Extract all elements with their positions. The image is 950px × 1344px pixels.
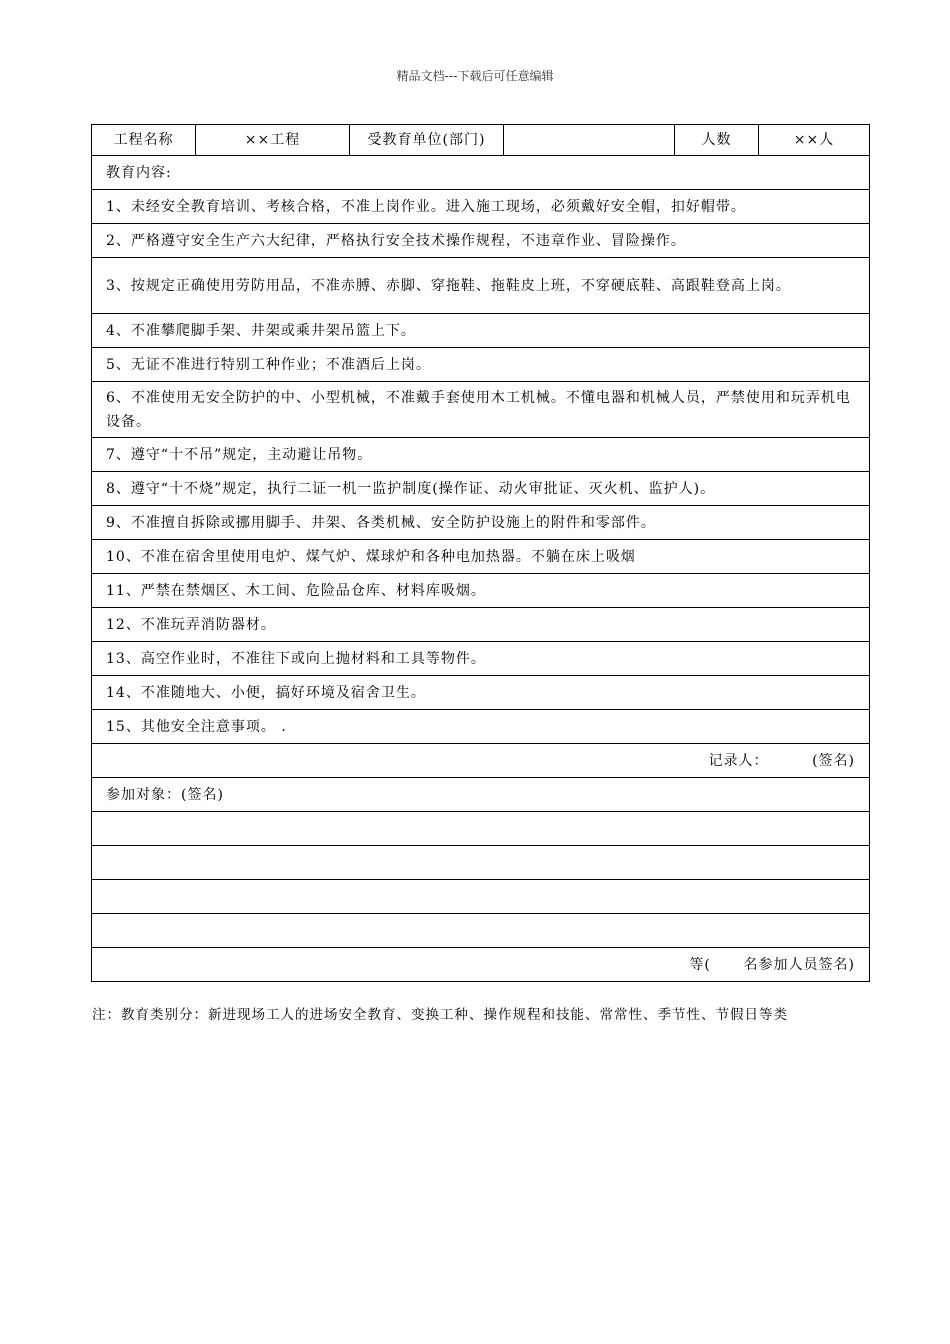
list-item: 13、高空作业时，不准往下或向上抛材料和工具等物件。 [92, 642, 870, 676]
count-value: ××人 [759, 125, 870, 156]
list-item: 3、按规定正确使用劳防用品，不准赤膊、赤脚、穿拖鞋、拖鞋皮上班，不穿硬底鞋、高跟鞋登高上岗。 [92, 258, 870, 314]
unit-label: 受教育单位(部门) [350, 125, 504, 156]
list-item: 5、无证不准进行特别工种作业；不准酒后上岗。 [92, 348, 870, 382]
list-item: 8、遵守“十不烧”规定，执行二证一机一监护制度(操作证、动火审批证、灭火机、监护人)。 [92, 472, 870, 506]
list-item: 11、严禁在禁烟区、木工间、危险品仓库、材料库吸烟。 [92, 574, 870, 608]
signature-line[interactable] [92, 846, 870, 880]
participants-label: 参加对象：(签名) [92, 778, 870, 812]
list-item: 6、不准使用无安全防护的中、小型机械，不准戴手套使用木工机械。不懂电器和机械人员，严禁使用和玩弄机电设备。 [92, 382, 870, 438]
list-item: 7、遵守“十不吊”规定，主动避让吊物。 [92, 438, 870, 472]
list-item: 15、其他安全注意事项。 . [92, 710, 870, 744]
recorder-signature: 记录人： (签名) [92, 744, 870, 778]
participants-footer: 等( 名参加人员签名) [92, 948, 870, 982]
safety-education-form [91, 124, 870, 982]
list-item: 2、严格遵守安全生产六大纪律，严格执行安全技术操作规程，不违章作业、冒险操作。 [92, 224, 870, 258]
list-item: 1、未经安全教育培训、考核合格，不准上岗作业。进入施工现场，必须戴好安全帽，扣好帽带。 [92, 190, 870, 224]
signature-line[interactable] [92, 812, 870, 846]
project-name-value: ××工程 [196, 125, 350, 156]
content-label: 教育内容: [92, 156, 870, 190]
list-item: 4、不准攀爬脚手架、井架或乘井架吊篮上下。 [92, 314, 870, 348]
list-item: 9、不准擅自拆除或挪用脚手、井架、各类机械、安全防护设施上的附件和零部件。 [92, 506, 870, 540]
list-item: 14、不准随地大、小便，搞好环境及宿舍卫生。 [92, 676, 870, 710]
signature-line[interactable] [92, 880, 870, 914]
signature-line[interactable] [92, 914, 870, 948]
page-header-watermark: 精品文档---下载后可任意编辑 [396, 69, 554, 83]
list-item: 10、不准在宿舍里使用电炉、煤气炉、煤球炉和各种电加热器。不躺在床上吸烟 [92, 540, 870, 574]
footnote: 注：教育类别分：新进现场工人的进场安全教育、变换工种、操作规程和技能、常常性、季节性、节假日等类 [92, 1007, 788, 1023]
count-label: 人数 [675, 125, 759, 156]
project-name-label: 工程名称 [92, 125, 196, 156]
list-item: 12、不准玩弄消防器材。 [92, 608, 870, 642]
unit-value [504, 125, 675, 156]
